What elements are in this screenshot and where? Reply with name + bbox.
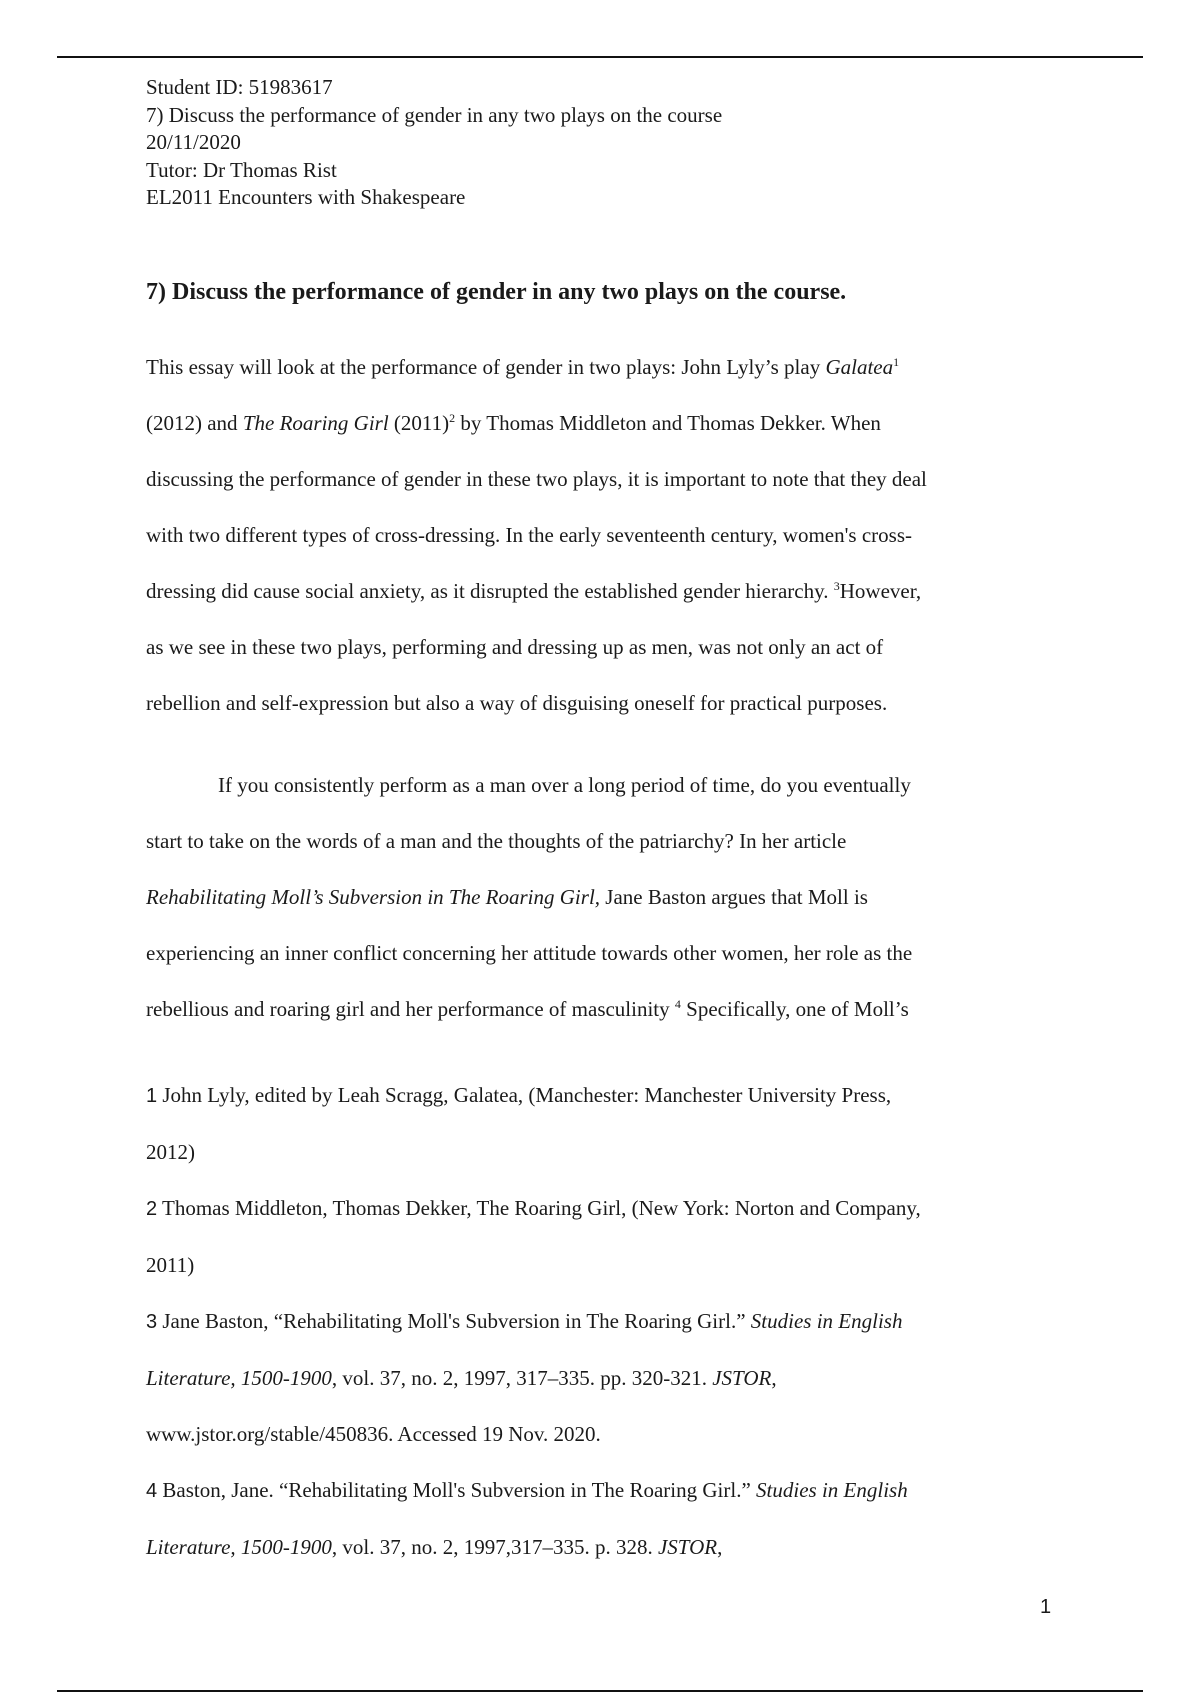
module: EL2011 Encounters with Shakespeare [146,185,466,209]
paragraph-2 [146,757,1066,1037]
tutor: Tutor: Dr Thomas Rist [146,157,337,182]
text-line: If you consistently perform as a man over a long period of time, do you eventually [218,773,911,797]
bottom-rule [57,1690,1143,1692]
text-line: start to take on the words of a man and the thoughts of the patriarchy? In her article [146,829,847,853]
footnote-4-cont: Literature, 1500-1900, vol. 37, no. 2, 1997,317–335. p. 328. JSTOR, [146,1535,723,1559]
footnote-ref[interactable]: 1 [893,355,900,369]
text-line: Rehabilitating Moll’s Subversion in The Roaring Girl, Jane Baston argues that Moll is [146,885,868,909]
text-line: dressing did cause social anxiety, as it disrupted the established gender hierarchy. $^3$However, [146,579,922,603]
footnote-2-cont: 2011) [146,1253,195,1277]
date: 20/11/2020 [146,130,241,154]
text-line: with two different types of cross-dressing. In the early seventeenth century, women's cross- [146,523,912,547]
footnote-ref[interactable]: 4 [674,997,681,1011]
student-id: Student ID: 51983617 [146,75,333,99]
text-line: discussing the performance of gender in these two plays, it is important to note that they deal [146,467,927,491]
text-line: as we see in these two plays, performing and dressing up as men, was not only an act of [146,635,884,659]
text-line: rebellious and roaring girl and her performance of masculinity $^4$ Specifically, one of Moll’s [146,997,909,1021]
text-line: This essay will look at the performance of gender in two plays: John Lyly’s play Galatea$^1$ [146,355,900,379]
text-line: (2012) and The Roaring Girl $(2011)^2$ by Thomas Middleton and Thomas Dekker. When [146,411,881,435]
page-number: 1 [1040,1596,1052,1618]
paragraph-1 [146,339,1066,731]
footnote-ref[interactable]: 3 [833,579,840,593]
essay-title: 7) Discuss the performance of gender in any two plays on the course. [146,279,847,305]
footnote-1-cont: 2012) [146,1140,195,1164]
text-line: experiencing an inner conflict concerning her attitude towards other women, her role as the [146,941,913,965]
footnote-3-cont: Literature, 1500-1900, vol. 37, no. 2, 1997, 317–335. pp. 320-321. JSTOR, [146,1366,777,1390]
text-line: rebellion and self-expression but also a way of disguising oneself for practical purposes. [146,691,888,715]
top-rule [57,56,1143,58]
footnote-3: 3 Jane Baston, “Rehabilitating Moll's Subversion in The Roaring Girl.” Studies in English [146,1309,903,1333]
footnote-1: 1 John Lyly, edited by Leah Scragg, Galatea, (Manchester: Manchester University Press, [146,1083,892,1107]
document-header [146,74,722,212]
footnote-4: 4 Baston, Jane. “Rehabilitating Moll's Subversion in The Roaring Girl.” Studies in English [146,1478,908,1502]
footnotes [146,1067,1066,1575]
footnote-ref[interactable]: 2 [449,411,456,425]
question-line: 7) Discuss the performance of gender in any two plays on the course [146,102,723,127]
footnote-3-url[interactable]: www.jstor.org/stable/450836. Accessed 19 Nov. 2020. [146,1422,601,1446]
footnote-2: 2 Thomas Middleton, Thomas Dekker, The Roaring Girl, (New York: Norton and Company, [146,1196,921,1220]
